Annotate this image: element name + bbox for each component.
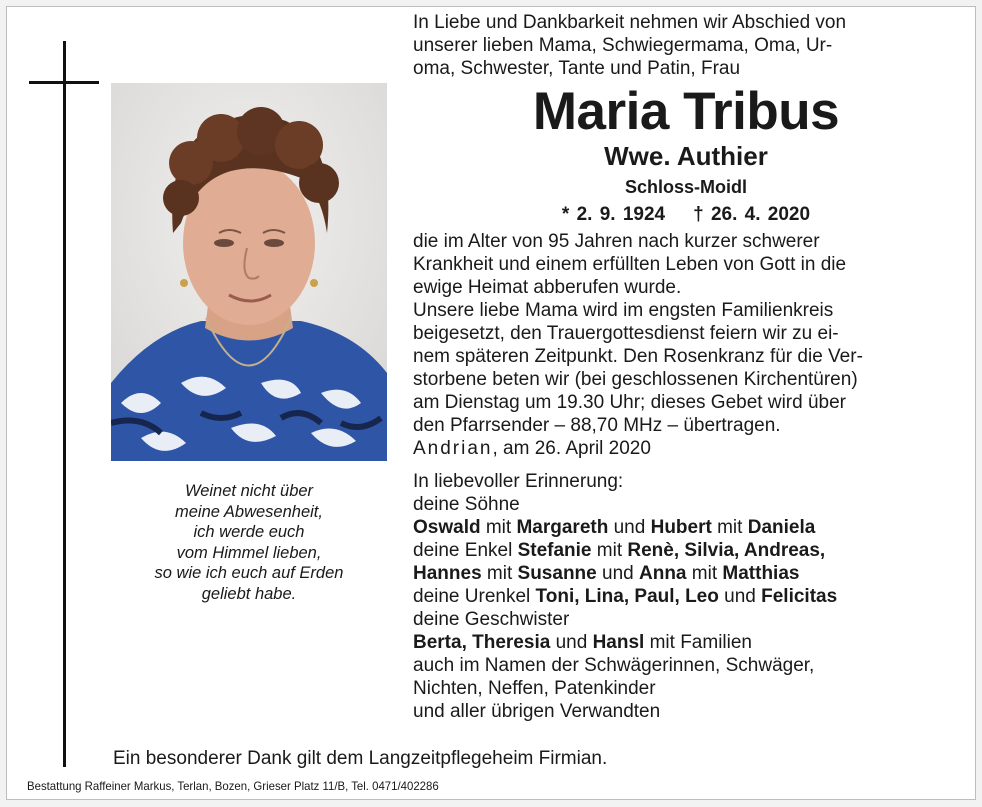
connector: und [718, 586, 762, 607]
connector: mit [591, 540, 628, 561]
quote-line: ich werde euch [193, 523, 305, 541]
family-name: Felicitas [761, 586, 838, 607]
grandchildren-line [413, 562, 959, 585]
family-name: Toni, Lina, Paul, Leo [535, 586, 719, 607]
connector: mit Familien [644, 632, 752, 653]
body-line: Unsere liebe Mama wird im engsten Familienkreis [413, 300, 834, 321]
sons-line [413, 516, 959, 539]
intro-line: In Liebe und Dankbarkeit nehmen wir Abschied von [413, 12, 847, 33]
connector: und [608, 517, 651, 538]
nickname: Schloss-Moidl [624, 177, 747, 197]
notice-text [413, 11, 959, 723]
death-date: † 26. 4. 2020 [693, 204, 811, 225]
great-grandchildren-line [413, 585, 959, 608]
quote-line: geliebt habe. [201, 584, 297, 603]
connector: mit [711, 517, 748, 538]
connector: und [596, 563, 639, 584]
family-name: Anna [639, 563, 687, 584]
relatives-line: auch im Namen der Schwägerinnen, Schwäger, [413, 655, 815, 676]
grandchildren-line [413, 539, 959, 562]
cross-icon-bar [29, 81, 99, 84]
portrait-photo [111, 83, 387, 461]
life-dates [413, 200, 959, 230]
widow-name: Wwe. Authier [604, 141, 768, 171]
body-line: die im Alter von 95 Jahren nach kurzer schwerer [413, 231, 820, 252]
place: Andrian [413, 438, 493, 459]
body-line: Krankheit und einem erfüllten Leben von Gott in die [413, 254, 847, 275]
quote-line: meine Abwesenheit, [175, 502, 323, 521]
body-line: storbene beten wir (bei geschlossenen Kirchentüren) [413, 369, 858, 390]
body-line: ewige Heimat abberufen wurde. [413, 277, 682, 298]
siblings-label: deine Geschwister [413, 609, 570, 630]
memory-heading: In liebevoller Erinnerung: [413, 471, 624, 492]
intro-line: unserer lieben Mama, Schwiegermama, Oma, Ur- [413, 35, 833, 56]
quote-line: vom Himmel lieben, [176, 543, 322, 562]
family-name: Susanne [517, 563, 597, 584]
family-name: Berta, Theresia [413, 632, 551, 653]
body-line: den Pfarrsender – 88,70 MHz – übertragen. [413, 415, 781, 436]
family-name: Margareth [516, 517, 609, 538]
family-name: Oswald [413, 517, 481, 538]
connector: mit [480, 517, 517, 538]
quote-line: Weinet nicht über [184, 482, 314, 500]
birth-date: * 2. 9. 1924 [561, 204, 666, 225]
siblings-line [413, 631, 959, 654]
family-name: Renè, Silvia, Andreas, [627, 540, 826, 561]
connector: und [550, 632, 593, 653]
connector: mit [481, 563, 518, 584]
family-name: Matthias [722, 563, 800, 584]
body-line: nem späteren Zeitpunkt. Den Rosenkranz für die Ver- [413, 346, 863, 367]
intro-line: oma, Schwester, Tante und Patin, Frau [413, 58, 741, 79]
funeral-home-footer: Bestattung Raffeiner Markus, Terlan, Bozen, Grieser Platz 11/B, Tel. 0471/402286 [27, 779, 439, 793]
sons-label: deine Söhne [413, 494, 520, 515]
date: , am 26. April 2020 [492, 438, 651, 459]
family-name: Hannes [413, 563, 482, 584]
memorial-quote [111, 481, 387, 604]
thanks-line: Ein besonderer Dank gilt dem Langzeitpflegeheim Firmian. [113, 748, 608, 769]
deceased-name: Maria Tribus [532, 82, 840, 141]
body-line: beigesetzt, den Trauergottesdienst feiern wir zu ei- [413, 323, 839, 344]
place-date [413, 437, 959, 460]
cross-icon [63, 41, 66, 767]
family-name: Daniela [747, 517, 816, 538]
family-name: Stefanie [517, 540, 592, 561]
family-name: Hubert [650, 517, 712, 538]
connector: mit [686, 563, 723, 584]
relatives-line: und aller übrigen Verwandten [413, 701, 661, 722]
body-line: am Dienstag um 19.30 Uhr; dieses Gebet wird über [413, 392, 846, 413]
quote-line: so wie ich euch auf Erden [154, 564, 344, 582]
family-name: Hansl [592, 632, 645, 653]
obituary-notice [6, 6, 976, 800]
relatives-line: Nichten, Neffen, Patenkinder [413, 678, 656, 699]
grandchildren-label: deine Enkel [413, 540, 518, 561]
great-grandchildren-label: deine Urenkel [413, 586, 536, 607]
